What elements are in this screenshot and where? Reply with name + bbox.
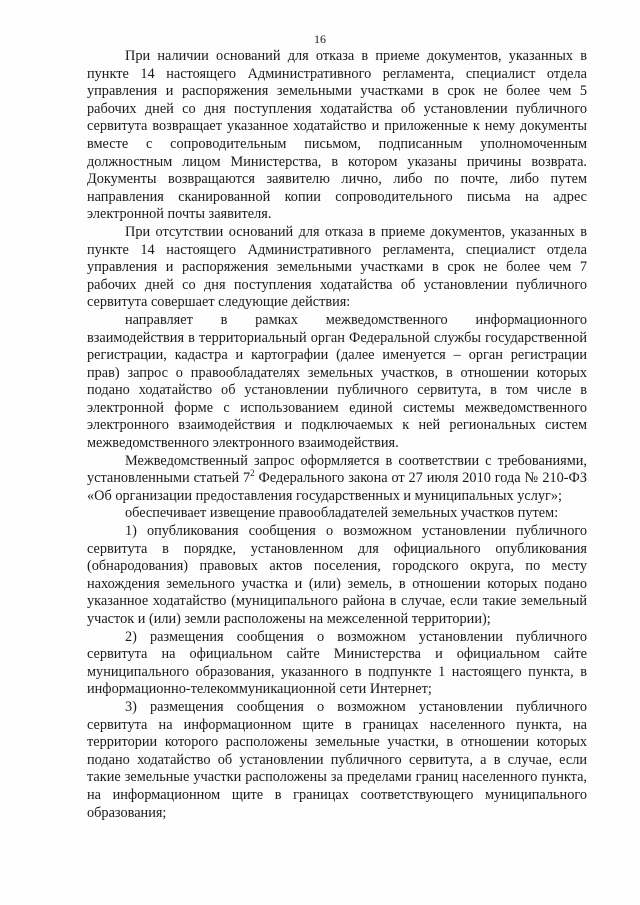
list-item-publication: 1) опубликования сообщения о возможном установлении публичного сервитута в порядке, установленном для официального опубликования (обнародования) правовых актов поселения, городского округа, по месту нахождения земельного участка и (или) земель, в отношении которых подано указанное ходатайство (муниципального района в случае, если такие земельный участок и (или) земли расположены на межселенной территории); bbox=[87, 523, 587, 627]
list-item-website: 2) размещения сообщения о возможном установлении публичного сервитута на официальном сайте Министерства и официальном сайте муниципального образования, указанного в подпункте 1 настоящего пункта, в информационно-телекоммуникационной сети Интернет; bbox=[87, 628, 587, 698]
document-body bbox=[87, 48, 587, 822]
page-number: 16 bbox=[314, 32, 326, 46]
paragraph-request-format bbox=[87, 453, 587, 506]
paragraph-request-format-start: Межведомственный запрос оформляется в соответствии с требованиями, установленными статьей 7 bbox=[87, 452, 587, 487]
list-item-info-board: 3) размещения сообщения о возможном установлении публичного сервитута на информационном щите в границах населенного пункта, на территории которого расположены земельные участки, в отношении которых подано ходатайство об установлении публичного сервитута, а в случае, если такие земельные участки расположены за пределами границ населенного пункта, на информационном щите в границах соответствующего муниципального образования; bbox=[87, 698, 587, 821]
paragraph-request-format-end: Федерального закона от 27 июля 2010 года № 210-ФЗ «Об организации предоставления государственных и муниципальных услуг»; bbox=[87, 470, 587, 504]
article-superscript: 2 bbox=[250, 468, 255, 479]
paragraph-refusal-grounds: При наличии оснований для отказа в приеме документов, указанных в пункте 14 настоящего Административного регламента, специалист отдела управления и распоряжения земельными участками в срок не более чем 5 рабочих дней со дня поступления ходатайства об установлении публичного сервитута возвращает указанное ходатайство и приложенные к нему документы вместе с сопроводительным письмом, подписанным уполномоченным должностным лицом Министерства, в котором указаны причины возврата. Документы возвращаются заявителю лично, либо по почте, либо путем направления сканированной копии сопроводительного письма на адрес электронной почты заявителя. bbox=[87, 48, 587, 223]
paragraph-no-refusal-grounds: При отсутствии оснований для отказа в приеме документов, указанных в пункте 14 настоящего Административного регламента, специалист отдела управления и распоряжения земельными участками в срок не более чем 7 рабочих дней со дня поступления ходатайства об установлении публичного сервитута совершает следующие действия: bbox=[87, 223, 587, 311]
paragraph-interagency-request: направляет в рамках межведомственного информационного взаимодействия в территориальный орган Федеральной службы государственной регистрации, кадастра и картографии (далее именуется – орган регистрации прав) запрос о правообладателях земельных участков, в отношении которых подано ходатайство об установлении публичного сервитута, в том числе в электронной форме с использованием единой системы межведомственного электронного взаимодействия и подключаемых к ней региональных систем межведомственного электронного взаимодействия. bbox=[87, 311, 587, 452]
paragraph-notification: обеспечивает извещение правообладателей земельных участков путем: bbox=[125, 505, 559, 522]
